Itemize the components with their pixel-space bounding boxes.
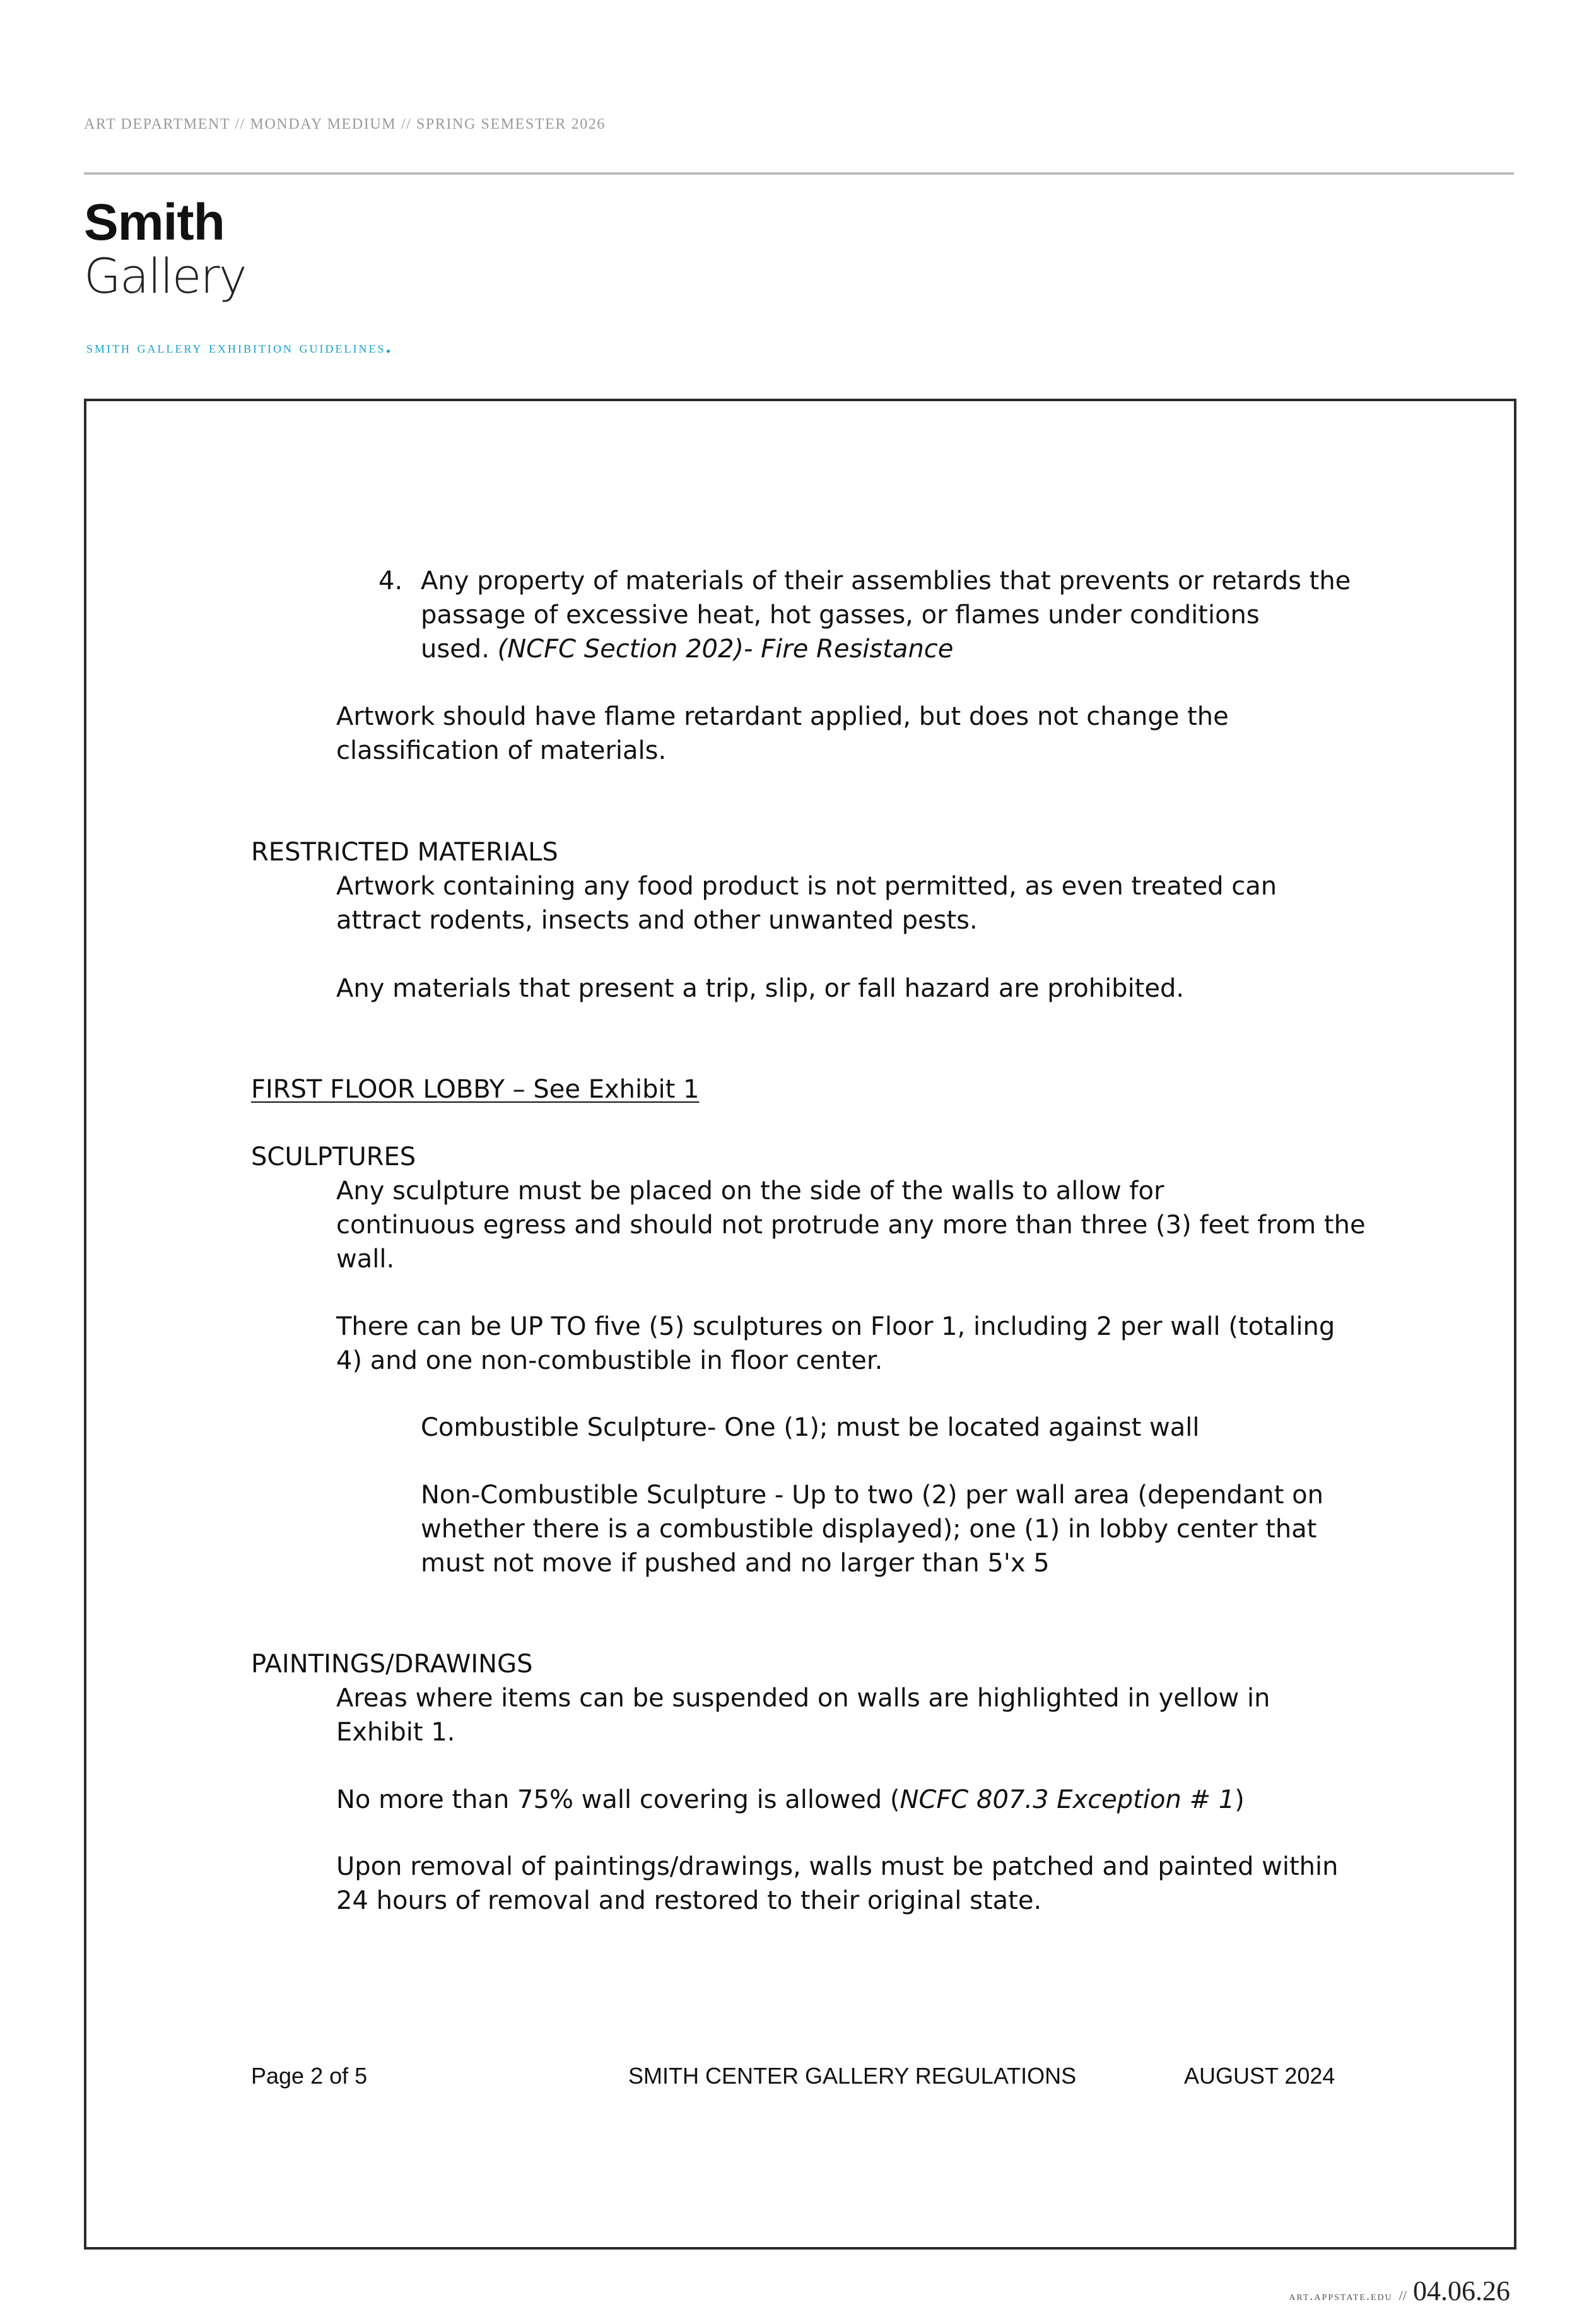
header-breadcrumb: ART DEPARTMENT // MONDAY MEDIUM // SPRING SEMESTER 2026: [84, 116, 606, 132]
header-divider: [84, 172, 1514, 175]
wall-covering-citation: NCFC 807.3 Exception # 1: [900, 1785, 1235, 1814]
noncomb-line3: must not move if pushed and no larger than 5'x 5: [421, 1549, 1050, 1578]
combustible-sculpture: Combustible Sculpture- One (1); must be located against wall: [421, 1413, 1200, 1442]
sculptures-p2-line2: 4) and one non-combustible in floor center.: [336, 1346, 883, 1375]
footer-date: AUGUST 2024: [1184, 2063, 1335, 2089]
item4-line2: passage of excessive heat, hot gasses, or flames under conditions: [421, 601, 1260, 630]
noncomb-line1: Non-Combustible Sculpture - Up to two (2) per wall area (dependant on: [421, 1481, 1323, 1510]
lobby-heading: FIRST FLOOR LOBBY – See Exhibit 1: [251, 1075, 700, 1104]
logo-gallery: Gallery: [84, 248, 246, 304]
site-url: art.appstate.edu: [1289, 2289, 1393, 2303]
page-subtitle: [86, 334, 392, 358]
paintings-p1-line2: Exhibit 1.: [336, 1718, 455, 1747]
restricted-p1-line2: attract rodents, insects and other unwanted pests.: [336, 906, 978, 935]
issue-date: 04.06.26: [1413, 2275, 1510, 2306]
restricted-p2: Any materials that present a trip, slip, or fall hazard are prohibited.: [336, 974, 1185, 1003]
noncomb-line2: whether there is a combustible displayed); one (1) in lobby center that: [421, 1515, 1317, 1544]
item4-line3-plain: used.: [421, 635, 490, 664]
paintings-p3-line1: Upon removal of paintings/drawings, walls must be patched and painted within: [336, 1852, 1339, 1881]
paintings-p2-plain: No more than 75% wall covering is allowed (: [336, 1785, 900, 1814]
restricted-heading: RESTRICTED MATERIALS: [251, 838, 558, 867]
paintings-heading: PAINTINGS/DRAWINGS: [251, 1650, 533, 1679]
paintings-p1-line1: Areas where items can be suspended on walls are highlighted in yellow in: [336, 1684, 1270, 1713]
item4-line1: Any property of materials of their assemblies that prevents or retards the: [421, 566, 1351, 596]
sculptures-heading: SCULPTURES: [251, 1142, 416, 1171]
flame-line1: Artwork should have flame retardant applied, but does not change the: [336, 702, 1229, 731]
sculptures-p2-line1: There can be UP TO five (5) sculptures on Floor 1, including 2 per wall (totaling: [336, 1312, 1335, 1341]
sculptures-p1-line1: Any sculpture must be placed on the side of the walls to allow for: [336, 1177, 1164, 1206]
subtitle-dot: .: [385, 334, 393, 357]
bottom-separator: //: [1398, 2287, 1407, 2303]
logo-smith: Smith: [84, 194, 225, 251]
paintings-p3-line2: 24 hours of removal and restored to their original state.: [336, 1886, 1042, 1915]
subtitle-text: smith gallery exhibition guidelines: [86, 338, 386, 356]
restricted-p1-line1: Artwork containing any food product is not permitted, as even treated can: [336, 872, 1277, 901]
flame-line2: classification of materials.: [336, 736, 667, 765]
footer-page-number: Page 2 of 5: [251, 2063, 368, 2089]
bottom-signature: [1289, 2275, 1510, 2307]
sculptures-p1-line3: wall.: [336, 1245, 395, 1274]
paintings-p2-close: ): [1234, 1785, 1245, 1814]
sculptures-p1-line2: continuous egress and should not protrude any more than three (3) feet from the: [336, 1211, 1366, 1240]
item4-line3: [421, 632, 953, 666]
paintings-p2: [336, 1783, 1245, 1817]
footer-title: SMITH CENTER GALLERY REGULATIONS: [628, 2063, 1077, 2089]
list-number: 4.: [378, 566, 403, 596]
fire-resistance-citation: (NCFC Section 202)- Fire Resistance: [497, 635, 954, 664]
